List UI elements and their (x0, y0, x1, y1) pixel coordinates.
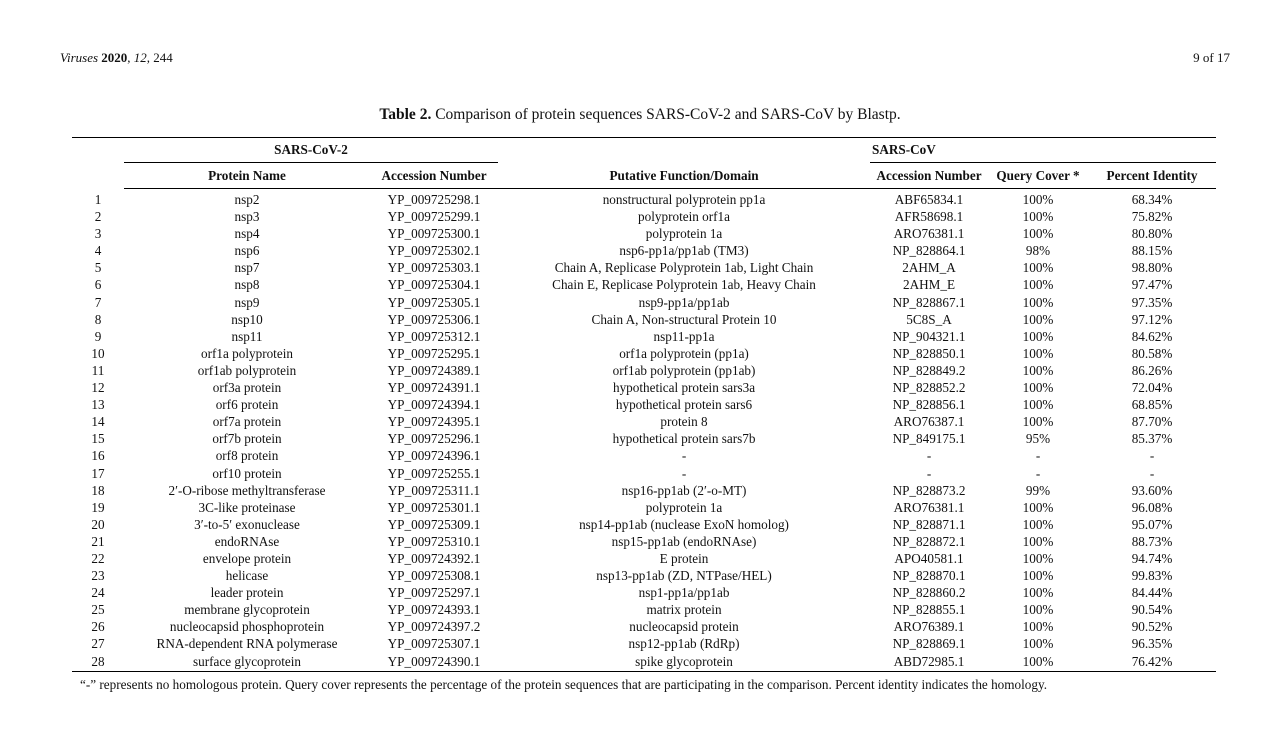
cell-row-index: 15 (91, 431, 105, 447)
cell-accession-cov2: YP_009725300.1 (387, 226, 481, 242)
cell-row-index: 17 (91, 465, 105, 481)
cell-row-index: 2 (94, 209, 102, 225)
cell-query-cover: 99% (1025, 482, 1051, 498)
table-row (72, 550, 1216, 567)
cell-accession-cov2: YP_009725306.1 (387, 311, 481, 327)
cell-query-cover: 100% (1022, 636, 1054, 652)
cell-query-cover: 100% (1022, 516, 1054, 532)
cell-row-index: 19 (91, 499, 105, 515)
table-row (72, 465, 1216, 482)
table-row (72, 242, 1216, 259)
cell-accession-cov: NP_828864.1 (892, 243, 966, 259)
cell-accession-cov: ARO76381.1 (893, 499, 965, 515)
cell-percent-identity: 80.80% (1131, 226, 1173, 242)
cell-query-cover: 95% (1025, 431, 1051, 447)
group-header-row (72, 138, 1216, 163)
cell-accession-cov: ARO76389.1 (893, 619, 965, 635)
cell-accession-cov: NP_828850.1 (892, 345, 966, 361)
cell-putative-function: nsp6-pp1a/pp1ab (TM3) (619, 243, 749, 259)
cell-row-index: 26 (91, 619, 105, 635)
cell-putative-function: nsp11-pp1a (653, 328, 715, 344)
cell-row-index: 12 (91, 380, 105, 396)
cell-protein-name: endoRNAse (214, 533, 280, 549)
col-header-protein-name: Protein Name (124, 163, 370, 189)
cell-query-cover: 100% (1022, 619, 1054, 635)
cell-protein-name: 3C-like proteinase (198, 499, 296, 515)
cell-accession-cov2: YP_009724389.1 (387, 362, 481, 378)
cell-putative-function: - (681, 465, 687, 481)
cell-row-index: 8 (94, 311, 102, 327)
cell-percent-identity: 97.47% (1131, 277, 1173, 293)
cell-putative-function: orf1ab polyprotein (pp1ab) (612, 362, 756, 378)
cell-row-index: 9 (94, 328, 102, 344)
table-caption (0, 106, 1280, 124)
cell-percent-identity: - (1149, 448, 1155, 464)
cell-row-index: 21 (91, 533, 105, 549)
cell-accession-cov2: YP_009724395.1 (387, 414, 481, 430)
cell-protein-name: orf3a protein (212, 380, 282, 396)
cell-query-cover: - (1035, 465, 1041, 481)
cell-row-index: 14 (91, 414, 105, 430)
cell-row-index: 13 (91, 397, 105, 413)
cell-putative-function: Chain E, Replicase Polyprotein 1ab, Heavy Chain (552, 277, 816, 293)
cell-protein-name: envelope protein (202, 550, 292, 566)
cell-accession-cov2: YP_009725305.1 (387, 294, 481, 310)
cell-percent-identity: 88.73% (1131, 533, 1173, 549)
cell-query-cover: 100% (1022, 550, 1054, 566)
cell-query-cover: 100% (1022, 568, 1054, 584)
col-header-query-cover: Query Cover * (988, 163, 1088, 189)
cell-percent-identity: 88.15% (1131, 243, 1173, 259)
cell-row-index: 7 (94, 294, 102, 310)
cell-accession-cov2: YP_009725310.1 (387, 533, 481, 549)
cell-accession-cov2: YP_009725297.1 (387, 585, 481, 601)
cell-percent-identity: 85.37% (1131, 431, 1173, 447)
cell-row-index: 28 (72, 653, 124, 672)
article-number: 244 (153, 50, 173, 65)
cell-accession-cov2: YP_009725301.1 (387, 499, 481, 515)
cell-putative-function: matrix protein (646, 602, 722, 618)
cell-accession-cov: ABF65834.1 (894, 192, 964, 207)
cell-accession-cov: NP_828870.1 (892, 568, 966, 584)
cell-query-cover: 100% (988, 653, 1088, 672)
journal-year: 2020 (101, 50, 128, 65)
cell-percent-identity: 99.83% (1131, 568, 1173, 584)
cell-query-cover: 100% (1022, 397, 1054, 413)
cell-percent-identity: 94.74% (1131, 550, 1173, 566)
cell-accession-cov2: YP_009725309.1 (387, 516, 481, 532)
cell-percent-identity: 97.12% (1131, 311, 1173, 327)
cell-accession-cov2: YP_009725303.1 (387, 260, 481, 276)
cell-putative-function: hypothetical protein sars7b (612, 431, 756, 447)
cell-percent-identity: 90.52% (1131, 619, 1173, 635)
cell-putative-function: polyprotein 1a (645, 226, 723, 242)
group-header-gap (498, 138, 870, 163)
table-row (72, 635, 1216, 652)
cell-putative-function: spike glycoprotein (498, 653, 870, 672)
table-row (72, 499, 1216, 516)
col-header-accession-cov: Accession Number (870, 163, 988, 189)
column-header-row (72, 163, 1216, 189)
cell-protein-name: helicase (225, 568, 269, 584)
table-footnote: “-” represents no homologous protein. Query cover represents the percentage of the protein sequences that are participating in the comparison. Percent identity indicates the homology. (80, 677, 1048, 692)
cell-accession-cov2: YP_009724396.1 (387, 448, 481, 464)
cell-protein-name: nsp7 (234, 260, 260, 276)
cell-accession-cov2: YP_009725296.1 (387, 431, 481, 447)
table-row (72, 225, 1216, 242)
table-row (72, 276, 1216, 293)
table-body (72, 189, 1216, 672)
cell-accession-cov: ARO76387.1 (893, 414, 965, 430)
cell-percent-identity: 72.04% (1131, 380, 1173, 396)
cell-putative-function: nucleocapsid protein (629, 619, 739, 635)
cell-row-index: 4 (94, 243, 102, 259)
cell-accession-cov2: YP_009724391.1 (387, 380, 481, 396)
cell-row-index: 20 (91, 516, 105, 532)
cell-percent-identity: 87.70% (1131, 414, 1173, 430)
cell-protein-name: orf7b protein (212, 431, 282, 447)
cell-protein-name: nsp4 (234, 226, 260, 242)
group-header-sars-cov-2: SARS-CoV-2 (124, 138, 498, 163)
cell-protein-name: nsp11 (231, 328, 263, 344)
table-row (72, 345, 1216, 362)
cell-accession-cov: NP_849175.1 (892, 431, 966, 447)
table-row (72, 430, 1216, 447)
table-row (72, 294, 1216, 311)
cell-protein-name: orf1ab polyprotein (197, 362, 297, 378)
cell-protein-name: orf6 protein (215, 397, 279, 413)
cell-accession-cov2: YP_009725295.1 (387, 345, 481, 361)
cell-accession-cov2: YP_009724393.1 (387, 602, 481, 618)
col-header-percent-identity: Percent Identity (1088, 163, 1216, 189)
cell-percent-identity: 96.08% (1131, 499, 1173, 515)
table-label: Table 2. (379, 106, 432, 123)
cell-query-cover: 100% (1022, 380, 1054, 396)
cell-protein-name: orf10 protein (212, 465, 282, 481)
cell-query-cover: 100% (1022, 192, 1054, 207)
cell-protein-name: orf7a protein (212, 414, 282, 430)
cell-accession-cov: NP_828856.1 (892, 397, 966, 413)
table-row (72, 653, 1216, 672)
cell-row-index: 3 (94, 226, 102, 242)
cell-accession-cov: NP_828860.2 (892, 585, 966, 601)
table-row (72, 567, 1216, 584)
cell-protein-name: nsp2 (234, 192, 260, 207)
cell-accession-cov: - (926, 448, 932, 464)
cell-query-cover: 100% (1022, 226, 1054, 242)
journal-volume: 12 (133, 50, 147, 65)
cell-accession-cov: AFR58698.1 (894, 209, 964, 225)
cell-query-cover: 98% (1025, 243, 1051, 259)
cell-putative-function: nsp12-pp1ab (RdRp) (628, 636, 740, 652)
cell-protein-name: nsp10 (231, 311, 263, 327)
col-header-putative-function: Putative Function/Domain (498, 163, 870, 189)
cell-percent-identity: 93.60% (1131, 482, 1173, 498)
cell-protein-name: 3′-to-5′ exonuclease (194, 516, 300, 532)
cell-query-cover: 100% (1022, 499, 1054, 515)
table-row (72, 482, 1216, 499)
cell-accession-cov2: YP_009724392.1 (387, 550, 481, 566)
cell-protein-name: nsp6 (234, 243, 260, 259)
table-row (72, 362, 1216, 379)
cell-protein-name: RNA-dependent RNA polymerase (156, 636, 338, 652)
cell-accession-cov2: YP_009725255.1 (387, 465, 481, 481)
cell-percent-identity: 75.82% (1131, 209, 1173, 225)
table-row (72, 189, 1216, 209)
table-row (72, 618, 1216, 635)
cell-query-cover: 100% (1022, 602, 1054, 618)
col-header-index (72, 163, 124, 189)
cell-query-cover: 100% (1022, 260, 1054, 276)
table-row (72, 328, 1216, 345)
cell-query-cover: 100% (1022, 414, 1054, 430)
cell-protein-name: nsp3 (234, 209, 260, 225)
cell-query-cover: 100% (1022, 585, 1054, 601)
cell-putative-function: polyprotein orf1a (638, 209, 730, 225)
cell-putative-function: Chain A, Non-structural Protein 10 (591, 311, 777, 327)
table-row (72, 311, 1216, 328)
cell-row-index: 16 (91, 448, 105, 464)
cell-putative-function: hypothetical protein sars3a (612, 380, 756, 396)
cell-putative-function: polyprotein 1a (645, 499, 723, 515)
cell-row-index: 6 (94, 277, 102, 293)
cell-accession-cov2: YP_009724397.2 (387, 619, 481, 635)
cell-protein-name: 2′-O-ribose methyltransferase (168, 482, 326, 498)
cell-row-index: 18 (91, 482, 105, 498)
cell-row-index: 22 (91, 550, 105, 566)
cell-accession-cov: ARO76381.1 (893, 226, 965, 242)
cell-percent-identity: 86.26% (1131, 362, 1173, 378)
cell-query-cover: - (1035, 448, 1041, 464)
cell-protein-name: orf8 protein (215, 448, 279, 464)
cell-accession-cov: NP_828873.2 (892, 482, 966, 498)
cell-percent-identity: 76.42% (1088, 653, 1216, 672)
cell-row-index: 10 (91, 345, 105, 361)
cell-accession-cov2: YP_009725311.1 (387, 482, 481, 498)
cell-query-cover: 100% (1022, 328, 1054, 344)
cell-accession-cov: NP_828852.2 (892, 380, 966, 396)
cell-percent-identity: 68.34% (1131, 192, 1173, 207)
table-row (72, 447, 1216, 464)
comparison-table-container (72, 137, 1216, 672)
cell-query-cover: 100% (1022, 311, 1054, 327)
cell-percent-identity: 84.44% (1131, 585, 1173, 601)
cell-protein-name: nsp8 (234, 277, 260, 293)
cell-percent-identity: 98.80% (1131, 260, 1173, 276)
cell-protein-name: nsp9 (234, 294, 260, 310)
table-row (72, 516, 1216, 533)
group-header-sars-cov: SARS-CoV (870, 138, 1216, 163)
cell-protein-name: surface glycoprotein (124, 653, 370, 672)
cell-accession-cov2: YP_009725299.1 (387, 209, 481, 225)
cell-row-index: 25 (91, 602, 105, 618)
cell-accession-cov2: YP_009725304.1 (387, 277, 481, 293)
cell-accession-cov: NP_828872.1 (892, 533, 966, 549)
cell-putative-function: nsp16-pp1ab (2′-o-MT) (621, 482, 747, 498)
cell-accession-cov2: YP_009725308.1 (387, 568, 481, 584)
cell-protein-name: nucleocapsid phosphoprotein (169, 619, 325, 635)
table-row (72, 208, 1216, 225)
cell-putative-function: nsp1-pp1a/pp1ab (638, 585, 730, 601)
cell-accession-cov: APO40581.1 (894, 550, 964, 566)
group-header-spacer (72, 138, 124, 163)
cell-putative-function: nsp9-pp1a/pp1ab (638, 294, 730, 310)
cell-putative-function: hypothetical protein sars6 (615, 397, 753, 413)
comparison-table (72, 137, 1216, 672)
journal-citation: Viruses 2020, 12, 244 (60, 50, 173, 65)
cell-accession-cov: NP_828855.1 (892, 602, 966, 618)
cell-percent-identity: 84.62% (1131, 328, 1173, 344)
cell-accession-cov: NP_828867.1 (892, 294, 966, 310)
cell-percent-identity: 90.54% (1131, 602, 1173, 618)
cell-putative-function: orf1a polyprotein (pp1a) (619, 345, 749, 361)
cell-row-index: 1 (94, 191, 102, 207)
cell-accession-cov: ABD72985.1 (870, 653, 988, 672)
cell-query-cover: 100% (1022, 345, 1054, 361)
cell-query-cover: 100% (1022, 209, 1054, 225)
cell-protein-name: leader protein (210, 585, 284, 601)
cell-protein-name: membrane glycoprotein (184, 602, 310, 618)
col-header-accession-cov2: Accession Number (370, 163, 498, 189)
table-row (72, 601, 1216, 618)
table-caption-text: Comparison of protein sequences SARS-CoV-2 and SARS-CoV by Blastp. (435, 106, 901, 123)
table-row (72, 533, 1216, 550)
cell-putative-function: E protein (659, 550, 709, 566)
cell-accession-cov: NP_828871.1 (892, 516, 966, 532)
table-row (72, 584, 1216, 601)
table-row (72, 396, 1216, 413)
cell-accession-cov: 2AHM_A (902, 260, 956, 276)
table-row (72, 259, 1216, 276)
cell-row-index: 27 (91, 636, 105, 652)
cell-putative-function: nsp14-pp1ab (nuclease ExoN homolog) (579, 516, 789, 532)
cell-row-index: 5 (94, 260, 102, 276)
cell-percent-identity: 96.35% (1131, 636, 1173, 652)
table-row (72, 379, 1216, 396)
table-row (72, 413, 1216, 430)
running-head (60, 50, 1230, 66)
cell-percent-identity: 80.58% (1131, 345, 1173, 361)
cell-putative-function: nsp15-pp1ab (endoRNAse) (611, 533, 757, 549)
cell-putative-function: nonstructural polyprotein pp1a (602, 192, 766, 207)
cell-query-cover: 100% (1022, 294, 1054, 310)
cell-percent-identity: 97.35% (1131, 294, 1173, 310)
cell-accession-cov: - (926, 465, 932, 481)
page-number: 9 of 17 (1193, 50, 1230, 65)
cell-accession-cov: 5C8S_A (906, 311, 952, 327)
cell-accession-cov2: YP_009724394.1 (387, 397, 481, 413)
cell-putative-function: nsp13-pp1ab (ZD, NTPase/HEL) (596, 568, 772, 584)
cell-query-cover: 100% (1022, 277, 1054, 293)
cell-query-cover: 100% (1022, 533, 1054, 549)
cell-accession-cov: NP_828869.1 (892, 636, 966, 652)
cell-accession-cov2: YP_009725302.1 (387, 243, 481, 259)
cell-protein-name: orf1a polyprotein (201, 345, 293, 361)
cell-accession-cov: 2AHM_E (903, 277, 956, 293)
cell-percent-identity: 68.85% (1131, 397, 1173, 413)
cell-query-cover: 100% (1022, 362, 1054, 378)
cell-putative-function: protein 8 (660, 414, 708, 430)
cell-accession-cov: NP_904321.1 (892, 328, 966, 344)
cell-accession-cov: NP_828849.2 (892, 362, 966, 378)
cell-putative-function: Chain A, Replicase Polyprotein 1ab, Light Chain (554, 260, 814, 276)
cell-accession-cov2: YP_009725312.1 (387, 328, 481, 344)
cell-accession-cov2: YP_009725298.1 (387, 192, 481, 207)
cell-accession-cov2: YP_009725307.1 (387, 636, 481, 652)
cell-row-index: 11 (91, 362, 105, 378)
cell-row-index: 24 (91, 585, 105, 601)
cell-row-index: 23 (91, 568, 105, 584)
cell-accession-cov2: YP_009724390.1 (370, 653, 498, 672)
cell-percent-identity: 95.07% (1131, 516, 1173, 532)
cell-percent-identity: - (1149, 465, 1155, 481)
cell-putative-function: - (681, 448, 687, 464)
journal-name: Viruses (60, 50, 99, 65)
